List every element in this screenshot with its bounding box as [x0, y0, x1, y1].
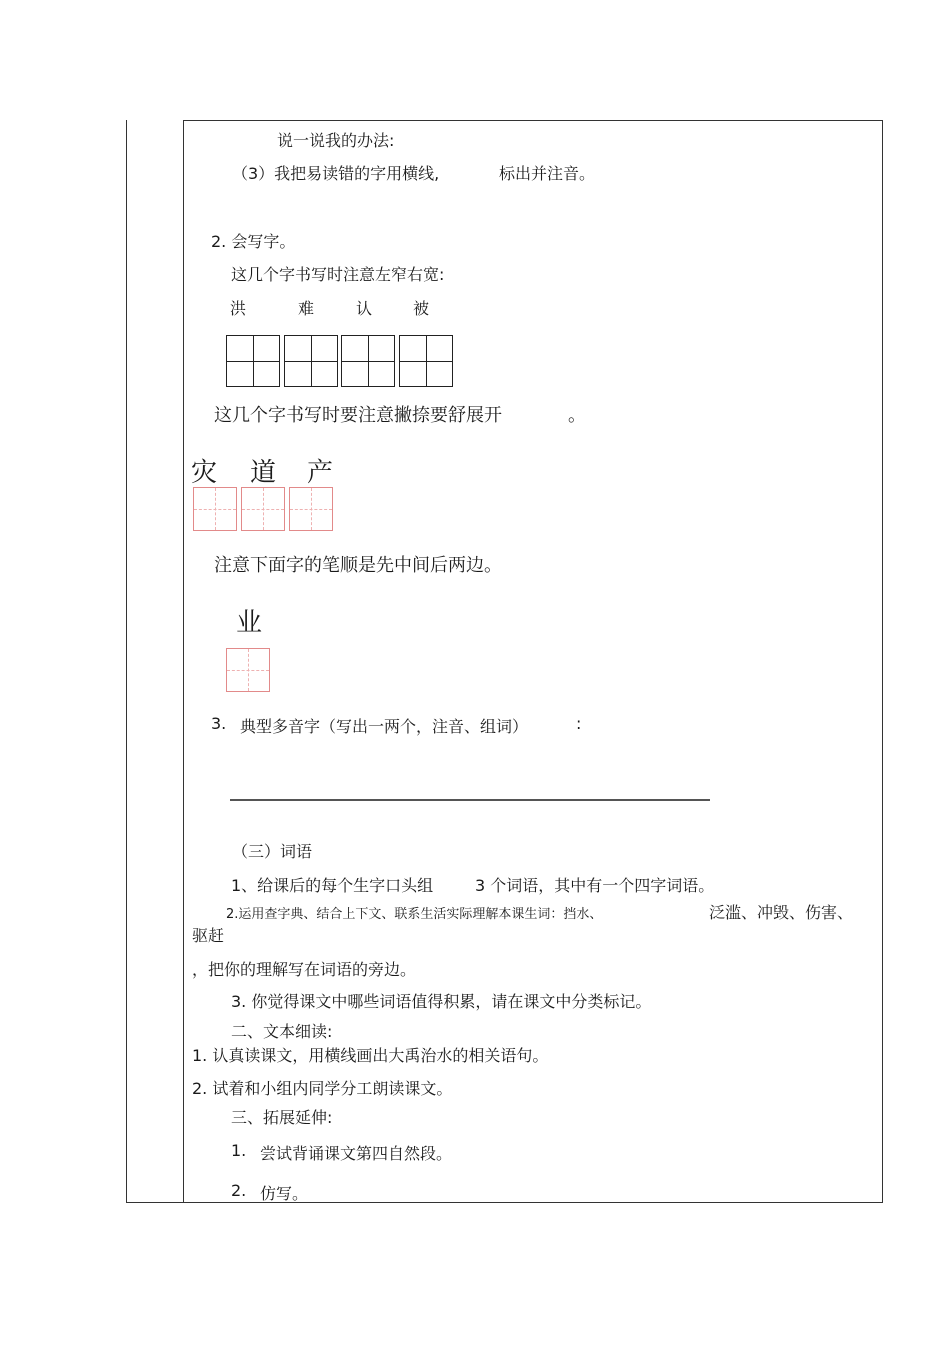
extension-item-1-num: 1.: [231, 1141, 247, 1160]
table-right-border: [882, 120, 883, 1203]
extension-item-2: 仿写。: [260, 1184, 309, 1203]
words-item-2: 2.运用查字典、结合上下文、联系生活实际理解本课生词：挡水、: [226, 907, 603, 922]
item-3-text-end: 标出并注音。: [499, 164, 596, 183]
char-hong: 洪: [230, 299, 247, 318]
writing-heading: 2. 会写字。: [211, 232, 296, 251]
words-item-2-note: ，把你的理解写在词语的旁边。: [192, 960, 417, 979]
writing-box-bei[interactable]: [399, 335, 453, 387]
polyphone-colon: :: [576, 714, 582, 733]
writing-box-hong[interactable]: [226, 335, 280, 387]
char-ye: 业: [236, 608, 263, 638]
answer-line[interactable]: [230, 799, 710, 801]
sweep-note-end: 。: [568, 405, 586, 426]
writing-box-ren[interactable]: [341, 335, 395, 387]
words-heading: （三）词语: [232, 842, 313, 861]
tianzi-box-zai[interactable]: [193, 487, 237, 531]
left-narrow-note: 这几个字书写时注意左窄右宽:: [231, 265, 445, 284]
words-item-2-list: 泛滥、冲毁、伤害、: [709, 903, 854, 922]
table-left-border: [126, 120, 127, 1203]
sweep-note: 这几个字书写时要注意撇捺要舒展开: [214, 405, 502, 426]
words-item-1: 1、给课后的每个生字口头组: [231, 876, 434, 895]
reading-item-2: 2. 试着和小组内同学分工朗读课文。: [192, 1079, 453, 1098]
item-3-text: （3）我把易读错的字用横线,: [232, 164, 440, 183]
reading-heading: 二、文本细读:: [231, 1022, 333, 1041]
char-chan: 产: [307, 458, 334, 488]
table-column-divider: [183, 120, 184, 1203]
char-dao: 道: [250, 458, 277, 488]
words-item-1-end: 3 个词语，其中有一个四字词语。: [475, 876, 715, 895]
char-nan: 难: [298, 299, 315, 318]
char-ren: 认: [356, 299, 373, 318]
stroke-order-note: 注意下面字的笔顺是先中间后两边。: [214, 555, 502, 576]
extension-item-2-num: 2.: [231, 1181, 247, 1200]
table-top-border: [183, 120, 883, 121]
tianzi-box-dao[interactable]: [241, 487, 285, 531]
reading-item-1: 1. 认真读课文，用横线画出大禹治水的相关语句。: [192, 1046, 549, 1065]
extension-item-1: 尝试背诵课文第四自然段。: [260, 1144, 453, 1163]
words-item-2-wrap: 驱赶: [192, 926, 225, 945]
method-heading: 说一说我的办法:: [277, 131, 395, 150]
polyphone-heading: 典型多音字（写出一两个，注音、组词）: [240, 717, 529, 736]
writing-box-nan[interactable]: [284, 335, 338, 387]
char-zai: 灾: [191, 458, 218, 488]
polyphone-num: 3.: [211, 714, 227, 733]
table-bottom-border: [126, 1202, 883, 1203]
extension-heading: 三、拓展延伸:: [231, 1108, 333, 1127]
tianzi-box-ye[interactable]: [226, 648, 270, 692]
tianzi-box-chan[interactable]: [289, 487, 333, 531]
words-item-3: 3. 你觉得课文中哪些词语值得积累，请在课文中分类标记。: [231, 992, 652, 1011]
char-bei: 被: [413, 299, 430, 318]
